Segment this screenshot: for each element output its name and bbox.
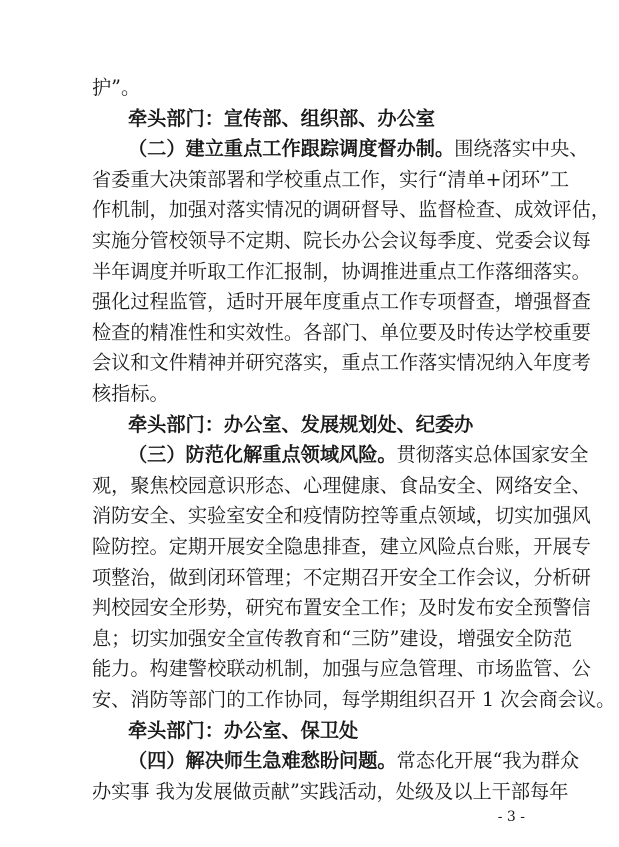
lead-department-heading: 牵头部门：办公室、发展规划处、纪委办 [128,412,474,436]
text-line: 能力。构建警校联动机制，加强与应急管理、市场监管、公 [92,657,591,681]
text-line: 观，聚焦校园意识形态、心理健康、食品安全、网络安全、 [92,473,591,497]
text-line: 强化过程监管，适时开展年度重点工作专项督查，增强督查 [92,290,591,314]
text-line: 安、消防等部门的工作协同，每学期组织召开 1 次会商会议。 [92,688,616,711]
text-line: 省委重大决策部署和学校重点工作，实行“清单+闭环”工 [92,167,570,191]
text-line: 实施分管校领导不定期、院长办公会议每季度、党委会议每 [92,229,591,252]
text-line: 作机制，加强对落实情况的调研督导、监督检查、成效评估， [92,198,611,222]
lead-department-heading: 牵头部门：办公室、保卫处 [128,718,359,742]
text-line: 判校园安全形势，研究布置安全工作；及时发布安全预警信 [92,596,591,620]
text-line: 息；切实加强安全宣传教育和“三防”建设，增强安全防范 [92,626,573,650]
section-title: （四）解决师生急难愁盼问题。 [128,749,397,773]
text-line: 办实事 我为发展做贡献”实践活动，处级及以上干部每年 [92,779,569,803]
section-heading-3: （三）防范化解重点领域风险。贯彻落实总体国家安全 [128,443,589,467]
text-line: 核指标。 [92,382,169,405]
lead-department-heading: 牵头部门：宣传部、组织部、办公室 [128,106,435,130]
text-line: 护”。 [92,76,141,99]
section-heading-4: （四）解决师生急难愁盼问题。常态化开展“我为群众 [128,749,580,773]
text-line: 险防控。定期开展安全隐患排查，建立风险点台账，开展专 [92,535,591,558]
text-line: 半年调度并听取工作汇报制，协调推进重点工作落细落实。 [92,259,591,283]
text-line: 会议和文件精神并研究落实，重点工作落实情况纳入年度考 [92,351,591,375]
section-title: （二）建立重点工作跟踪调度督办制。 [128,137,455,161]
text-line: 消防安全、实验室安全和疫情防控等重点领域，切实加强风 [92,504,591,528]
section-title: （三）防范化解重点领域风险。 [128,443,397,467]
page-number: - 3 - [497,809,525,825]
text-line: 检查的精准性和实效性。各部门、单位要及时传达学校重要 [92,320,591,344]
text-line: 项整治，做到闭环管理；不定期召开安全工作会议，分析研 [92,565,591,589]
section-heading-2: （二）建立重点工作跟踪调度督办制。围绕落实中央、 [128,137,589,161]
